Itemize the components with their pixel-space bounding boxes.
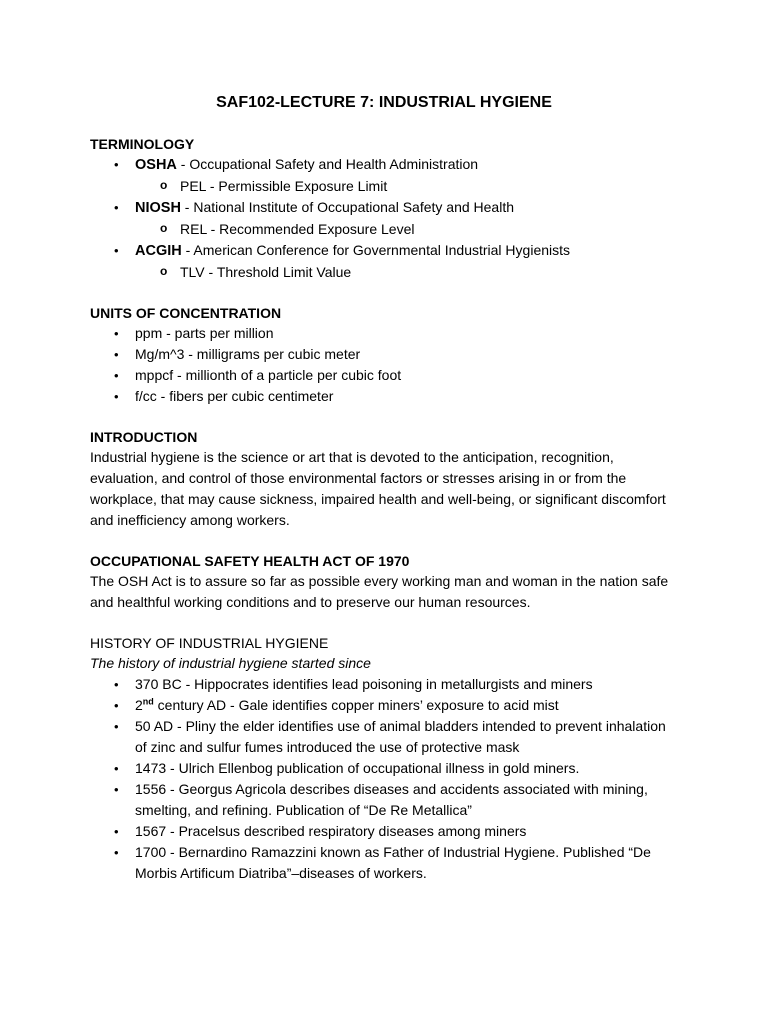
history-subtitle: The history of industrial hygiene started since	[90, 655, 371, 671]
sub-list-item: o REL - Recommended Exposure Level	[90, 219, 678, 240]
century-number: 2	[135, 697, 143, 713]
history-section	[90, 633, 678, 884]
term-desc: - Occupational Safety and Health Administration	[176, 156, 479, 172]
list-item: • 50 AD - Pliny the elder identifies use of animal bladders intended to prevent inhalation of zinc and sulfur fumes introduced the use of protective mask	[90, 716, 678, 758]
osh-act-heading: OCCUPATIONAL SAFETY HEALTH ACT OF 1970	[90, 553, 410, 569]
term-desc: - American Conference for Governmental Industrial Hygienists	[181, 242, 571, 258]
ordinal-suffix: nd	[142, 696, 154, 707]
osh-act-section	[90, 551, 678, 613]
units-section	[90, 303, 678, 407]
list-item	[90, 197, 678, 219]
sub-list-item: o PEL - Permissible Exposure Limit	[90, 176, 678, 197]
introduction-heading: INTRODUCTION	[90, 429, 198, 445]
list-item	[90, 695, 678, 716]
terminology-heading: TERMINOLOGY	[90, 136, 195, 152]
term-desc: - National Institute of Occupational Safety and Health	[180, 199, 515, 215]
list-item-text: century AD - Gale identifies copper miners’ exposure to acid mist	[153, 697, 559, 713]
sub-list-item: o TLV - Threshold Limit Value	[90, 262, 678, 283]
introduction-text: Industrial hygiene is the science or art that is devoted to the anticipation, recognition, evaluation, and control of those environmental factors or stresses arising in or from the workplace, that may cause sickness, impaired health and well-being, or significant discomfort and inefficiency among workers.	[90, 449, 666, 528]
osh-act-text: The OSH Act is to assure so far as possible every working man and woman in the nation safe and healthful working conditions and to preserve our human resources.	[90, 573, 669, 610]
list-item: • Mg/m^3 - milligrams per cubic meter	[90, 344, 678, 365]
units-list	[90, 323, 678, 407]
list-item	[90, 154, 678, 176]
list-item: • f/cc - fibers per cubic centimeter	[90, 386, 678, 407]
list-item: • mppcf - millionth of a particle per cubic foot	[90, 365, 678, 386]
terminology-section	[90, 134, 678, 283]
introduction-section	[90, 427, 678, 531]
list-item: • 1556 - Georgus Agricola describes diseases and accidents associated with mining, smelting, and refining. Publication of “De Re Metallica”	[90, 779, 678, 821]
list-item: • ppm - parts per million	[90, 323, 678, 344]
history-list	[90, 674, 678, 884]
list-item: • 1567 - Pracelsus described respiratory diseases among miners	[90, 821, 678, 842]
history-heading: HISTORY OF INDUSTRIAL HYGIENE	[90, 635, 329, 651]
term-abbr: NIOSH	[135, 200, 181, 216]
list-item	[90, 240, 678, 262]
list-item: • 1700 - Bernardino Ramazzini known as Father of Industrial Hygiene. Published “De Morbis Artificum Diatriba”–diseases of workers.	[90, 842, 678, 884]
term-abbr: OSHA	[135, 157, 177, 173]
units-heading: UNITS OF CONCENTRATION	[90, 305, 282, 321]
term-abbr: ACGIH	[135, 243, 182, 259]
terminology-list	[90, 154, 678, 283]
list-item: • 1473 - Ulrich Ellenbog publication of occupational illness in gold miners.	[90, 758, 678, 779]
page-title: SAF102-LECTURE 7: INDUSTRIAL HYGIENE	[216, 94, 552, 111]
list-item: • 370 BC - Hippocrates identifies lead poisoning in metallurgists and miners	[90, 674, 678, 695]
